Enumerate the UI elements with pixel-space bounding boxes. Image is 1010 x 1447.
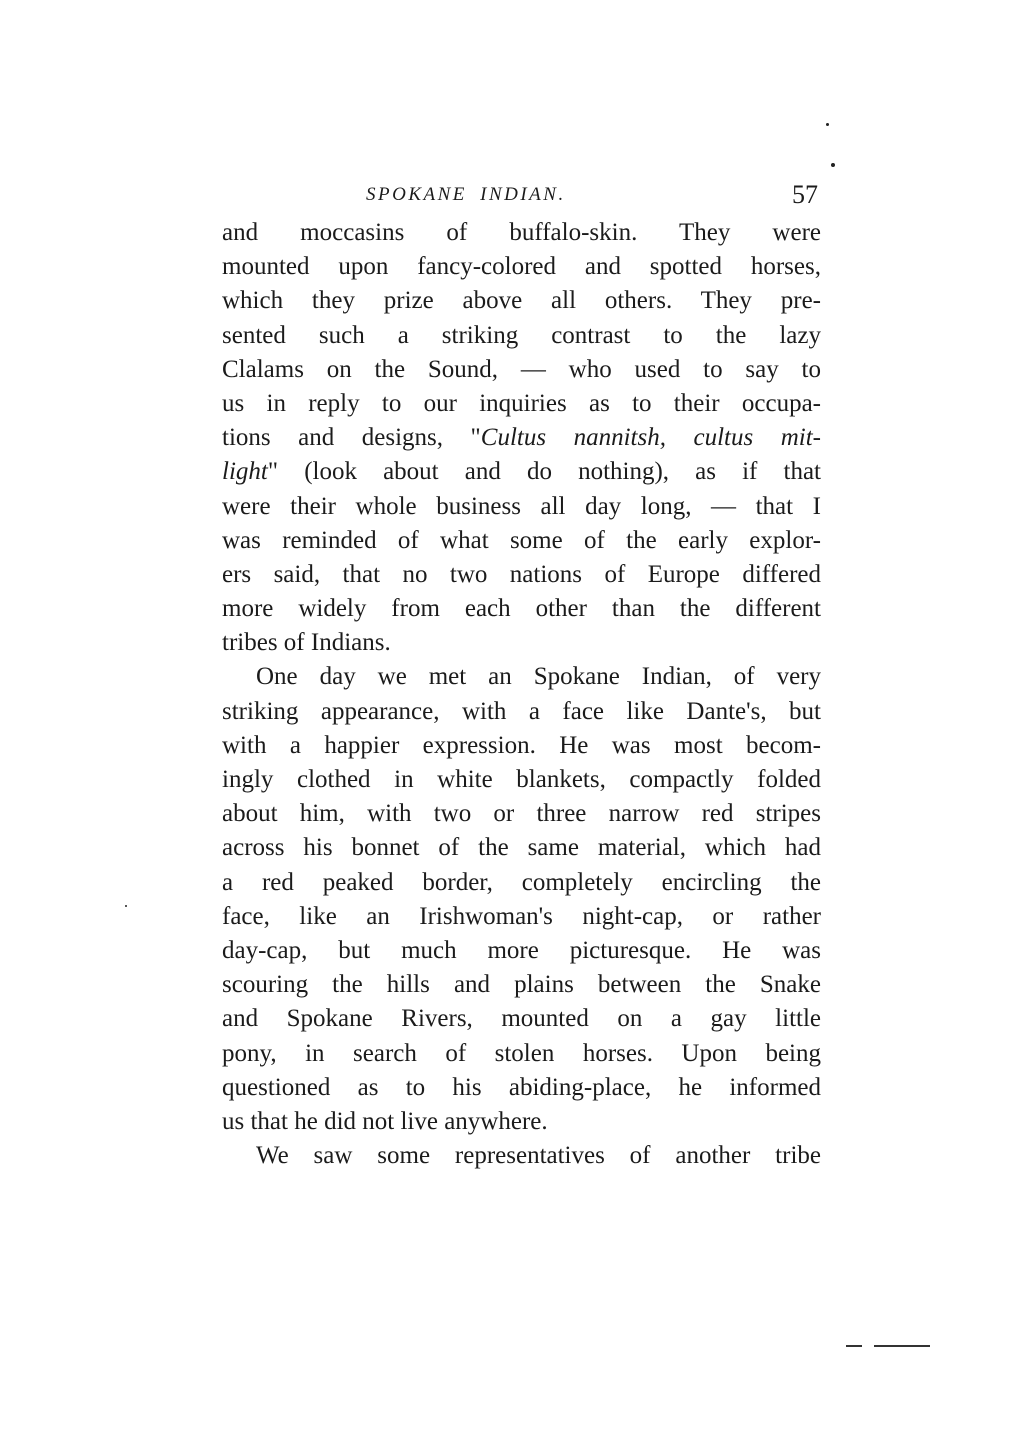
text-line: mounted upon fancy-colored and spotted horses,: [222, 253, 821, 281]
text-line: striking appearance, with a face like Dante's, but: [222, 697, 821, 725]
text-line: Clalams on the Sound, — who used to say to: [222, 355, 821, 383]
text-line: which they prize above all others. They pre-: [222, 287, 821, 315]
text-line: One day we met an Spokane Indian, of very: [256, 663, 821, 691]
scan-rule: [846, 1345, 862, 1347]
text-line: us in reply to our inquiries as to their occupa-: [222, 389, 821, 417]
italic-phrase: light: [222, 458, 268, 486]
text-line: about him, with two or three narrow red stripes: [222, 800, 821, 828]
scan-speck: [125, 905, 127, 907]
text-fragment: ": [267, 458, 279, 486]
text-line: day-cap, but much more picturesque. He was: [222, 936, 821, 964]
text-line: sented such a striking contrast to the lazy: [222, 321, 821, 349]
italic-phrase: Cultus nannitsh, cultus mit-: [480, 424, 821, 452]
text-line: tribes of Indians.: [222, 629, 391, 657]
text-line: face, like an Irishwoman's night-cap, or rather: [222, 902, 821, 930]
text-line: pony, in search of stolen horses. Upon being: [222, 1039, 821, 1067]
text-line: and Spokane Rivers, mounted on a gay little: [222, 1005, 821, 1033]
scan-speck: [831, 163, 835, 167]
text-line: and moccasins of buffalo-skin. They were: [222, 219, 821, 246]
body-text: [222, 216, 821, 1173]
text-line: a red peaked border, completely encircling the: [222, 868, 821, 896]
running-head: SPOKANE INDIAN.: [366, 184, 566, 205]
text-fragment: (look about and do nothing), as if that: [304, 458, 821, 486]
text-line: was reminded of what some of the early explor-: [222, 526, 821, 554]
text-line: us that he did not live anywhere.: [222, 1107, 548, 1135]
page-header: [220, 180, 820, 216]
page-number: 57: [792, 180, 818, 209]
text-line: ers said, that no two nations of Europe differed: [222, 560, 821, 588]
text-line: more widely from each other than the different: [222, 595, 821, 623]
scan-speck: [826, 123, 829, 126]
text-line: [222, 421, 821, 455]
text-line: with a happier expression. He was most becom-: [222, 731, 821, 759]
text-line: across his bonnet of the same material, which had: [222, 834, 821, 862]
text-line: scouring the hills and plains between the Snake: [222, 971, 821, 999]
text-line: We saw some representatives of another tribe: [256, 1142, 821, 1170]
text-line: ingly clothed in white blankets, compactly folded: [222, 766, 821, 793]
text-line: questioned as to his abiding-place, he informed: [222, 1073, 821, 1101]
text-line: [222, 455, 821, 489]
text-fragment: tions and designs, ": [222, 424, 481, 452]
text-line: were their whole business all day long, — that I: [222, 492, 821, 520]
scan-rule: [874, 1345, 930, 1347]
